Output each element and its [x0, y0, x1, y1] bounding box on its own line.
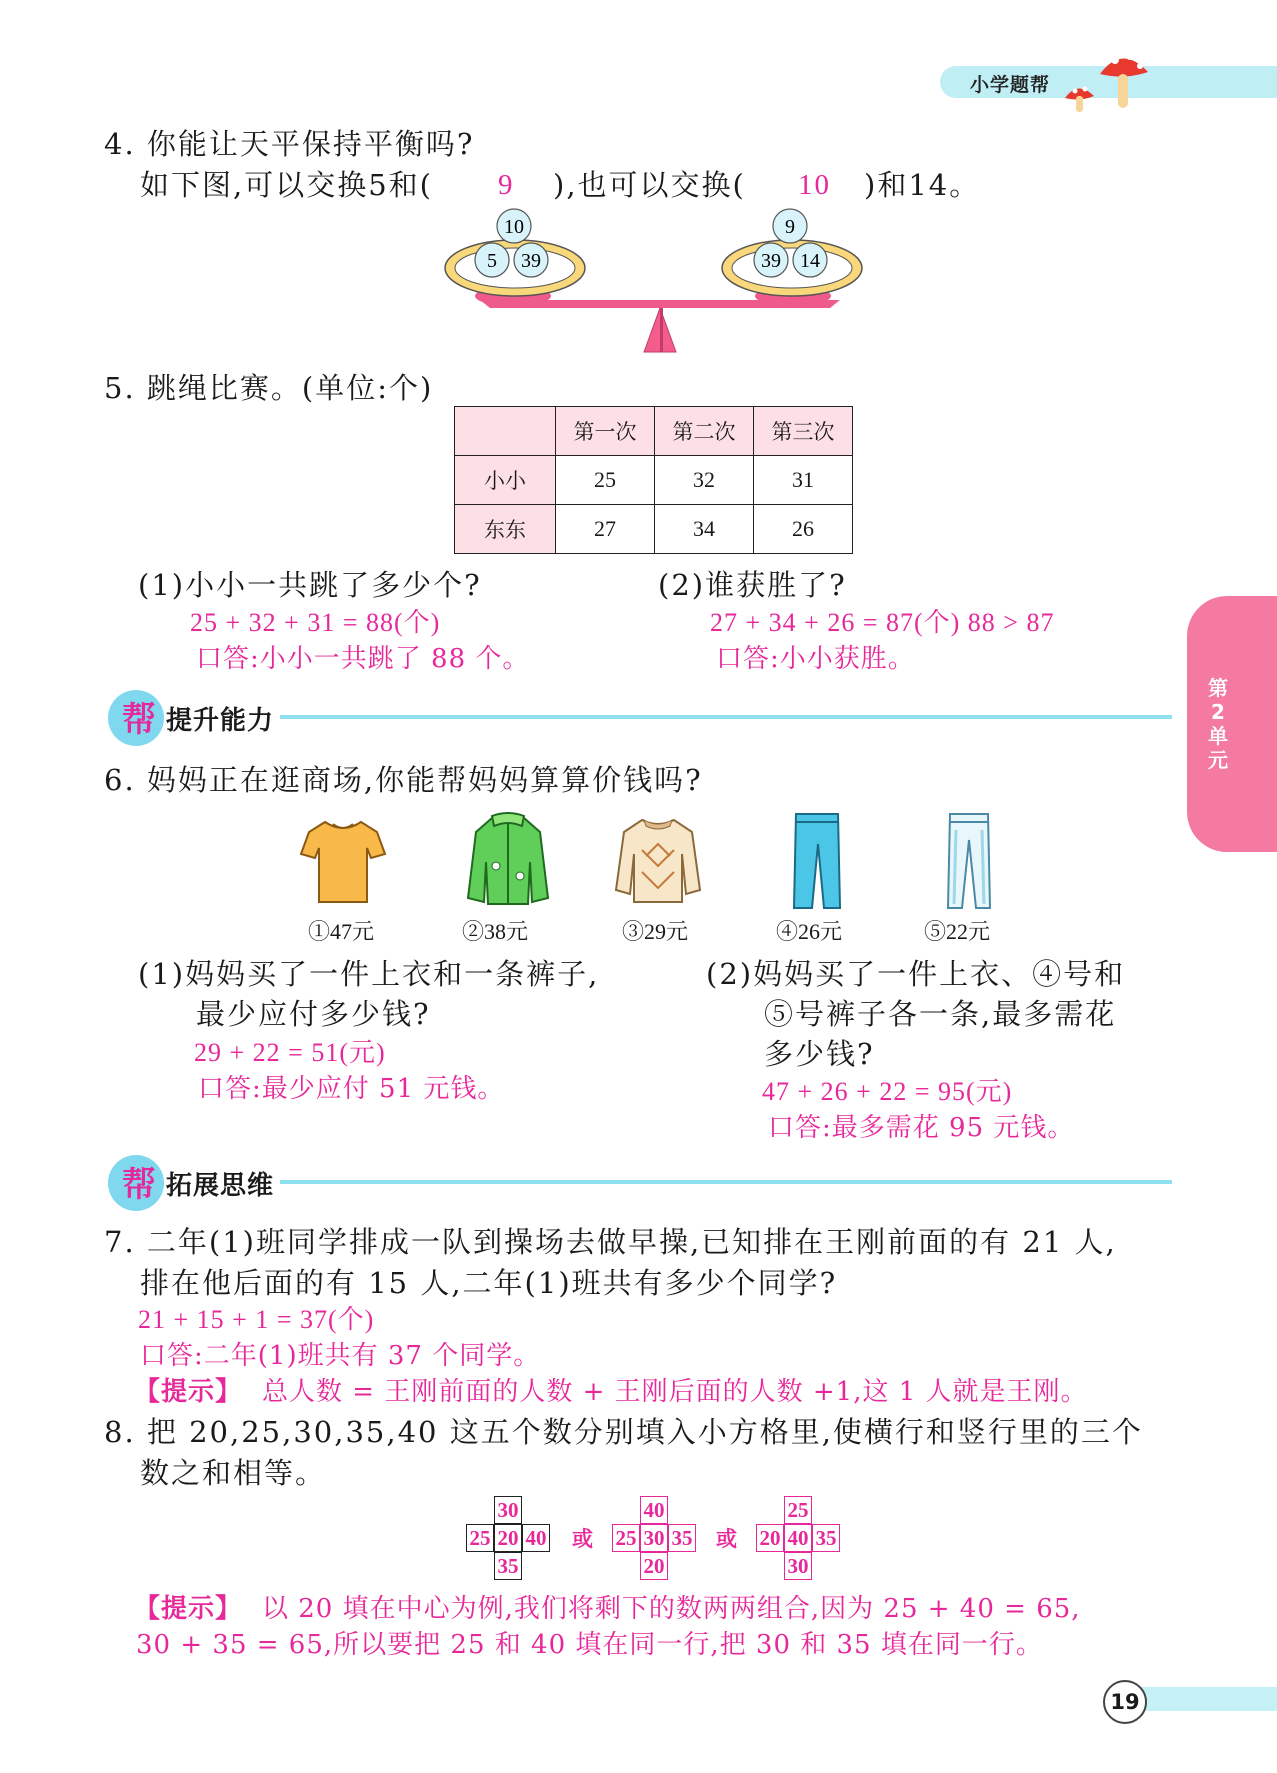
q5-sub2: (2)谁获胜了?: [658, 568, 847, 602]
left-ball-bl: 5: [487, 250, 497, 272]
row-label: 小小: [455, 456, 556, 505]
grid-cell-center: 40: [784, 1524, 812, 1552]
grid-cell-bottom: 35: [494, 1552, 522, 1580]
price-label-5: ⑤22元: [924, 919, 991, 944]
grid-cell-left: 20: [756, 1524, 784, 1552]
q6-sub2-line3: 多少钱?: [764, 1037, 875, 1071]
price-label-4: ④26元: [776, 919, 843, 944]
left-ball-br: 39: [521, 250, 541, 272]
unit-side-label: 第2单元: [1208, 676, 1228, 772]
table-cell: 27: [556, 505, 655, 554]
q7-hint: 总人数 = 王刚前面的人数 + 王刚后面的人数 +1,这 1 人就是王刚。: [262, 1377, 1088, 1407]
q6-sub2-line2: ⑤号裤子各一条,最多需花: [764, 997, 1117, 1031]
section-badge: 帮: [122, 700, 156, 740]
balance-scale-diagram: [440, 200, 880, 360]
pants-5-icon: [924, 810, 1014, 910]
q5-sub2-answer: 口答:小小获胜。: [716, 644, 915, 674]
table-header: 第二次: [655, 407, 754, 456]
q7-line2: 排在他后面的有 15 人,二年(1)班共有多少个同学?: [140, 1266, 838, 1300]
q5-sub2-equation: 27 + 34 + 26 = 87(个) 88 > 87: [710, 608, 1055, 637]
q4-prompt-c: )和14。: [864, 168, 981, 202]
table-header: 第一次: [556, 407, 655, 456]
grid-cell-left: 25: [466, 1524, 494, 1552]
q4-answer-1: 9: [498, 169, 515, 201]
section-badge: 帮: [122, 1165, 156, 1205]
q4-prompt-b: ),也可以交换(: [553, 168, 746, 202]
q8-hint-tag: 【提示】: [134, 1594, 243, 1624]
table-header-row: [455, 407, 853, 456]
or-label: 或: [716, 1526, 737, 1551]
table-row: [455, 505, 853, 554]
q7-line1: 7. 二年(1)班同学排成一队到操场去做早操,已知排在王刚前面的有 21 人,: [104, 1225, 1117, 1259]
q8-hint-line2: 30 + 35 = 65,所以要把 25 和 40 填在同一行,把 30 和 35 填在同一行。: [136, 1630, 1043, 1660]
grid-cell-bottom: 20: [640, 1552, 668, 1580]
q6-sub1-line1: (1)妈妈买了一件上衣和一条裤子,: [138, 957, 600, 991]
q6-sub1-equation: 29 + 22 = 51(元): [194, 1038, 386, 1067]
grid-cell-right: 35: [668, 1524, 696, 1552]
or-label: 或: [572, 1526, 593, 1551]
left-ball-top: 10: [504, 216, 524, 238]
q8-hint-line1: 以 20 填在中心为例,我们将剩下的数两两组合,因为 25 + 40 = 65,: [262, 1594, 1081, 1624]
q6-sub1-answer: 口答:最少应付 51 元钱。: [198, 1074, 505, 1104]
grid-cell-top: 30: [494, 1496, 522, 1524]
q8-line2: 数之和相等。: [140, 1456, 327, 1490]
table-header: 第三次: [754, 407, 853, 456]
q5-sub1: (1)小小一共跳了多少个?: [138, 568, 482, 602]
pants-4-icon: [772, 810, 862, 910]
q6-title: 6. 妈妈正在逛商场,你能帮妈妈算算价钱吗?: [104, 763, 703, 797]
grid-cell-top: 25: [784, 1496, 812, 1524]
q7-equation: 21 + 15 + 1 = 37(个): [138, 1305, 375, 1334]
grid-cell-right: 40: [522, 1524, 550, 1552]
grid-cell-right: 35: [812, 1524, 840, 1552]
table-corner: [455, 407, 556, 456]
table-cell: 26: [754, 505, 853, 554]
mushroom-icon: [1060, 44, 1150, 114]
q7-answer: 口答:二年(1)班共有 37 个同学。: [140, 1341, 541, 1371]
q7-hint-tag: 【提示】: [134, 1377, 243, 1407]
q8-line1: 8. 把 20,25,30,35,40 这五个数分别填入小方格里,使横行和竖行里的三个: [104, 1415, 1143, 1449]
section-divider: [280, 1180, 1172, 1184]
jump-rope-table: [454, 406, 853, 554]
section-title-expand: 拓展思维: [166, 1171, 275, 1201]
table-row: [455, 456, 853, 505]
grid-cell-center: 20: [494, 1524, 522, 1552]
q4-answer-2: 10: [798, 169, 831, 201]
grid-cell-top: 40: [640, 1496, 668, 1524]
right-ball-top: 9: [785, 216, 795, 238]
q6-sub2-line1: (2)妈妈买了一件上衣、④号和: [706, 957, 1126, 991]
q6-sub1-line2: 最少应付多少钱?: [196, 997, 431, 1031]
page-number: 19: [1103, 1680, 1147, 1724]
q6-sub2-answer: 口答:最多需花 95 元钱。: [768, 1113, 1075, 1143]
table-cell: 34: [655, 505, 754, 554]
q5-title: 5. 跳绳比赛。(单位:个): [104, 371, 434, 405]
q6-sub2-equation: 47 + 26 + 22 = 95(元): [762, 1077, 1013, 1106]
table-cell: 31: [754, 456, 853, 505]
right-ball-bl: 39: [761, 250, 781, 272]
q4-prompt-a: 如下图,可以交换5和(: [140, 168, 433, 202]
q4-title: 4. 你能让天平保持平衡吗?: [104, 127, 475, 161]
table-cell: 32: [655, 456, 754, 505]
section-title-improve: 提升能力: [166, 706, 275, 736]
q5-sub1-answer: 口答:小小一共跳了 88 个。: [196, 644, 530, 674]
grid-cell-left: 25: [612, 1524, 640, 1552]
q5-sub1-equation: 25 + 32 + 31 = 88(个): [190, 608, 441, 637]
table-cell: 25: [556, 456, 655, 505]
row-label: 东东: [455, 505, 556, 554]
brand-label: 小学题帮: [970, 74, 1051, 96]
sweater-icon: [612, 810, 702, 910]
grid-cell-bottom: 30: [784, 1552, 812, 1580]
price-label-2: ②38元: [462, 919, 529, 944]
section-divider: [280, 715, 1172, 719]
tshirt-icon: [297, 810, 387, 910]
grid-cell-center: 30: [640, 1524, 668, 1552]
right-ball-br: 14: [800, 250, 820, 272]
jacket-icon: [462, 810, 552, 910]
price-label-3: ③29元: [622, 919, 689, 944]
price-label-1: ①47元: [308, 919, 375, 944]
